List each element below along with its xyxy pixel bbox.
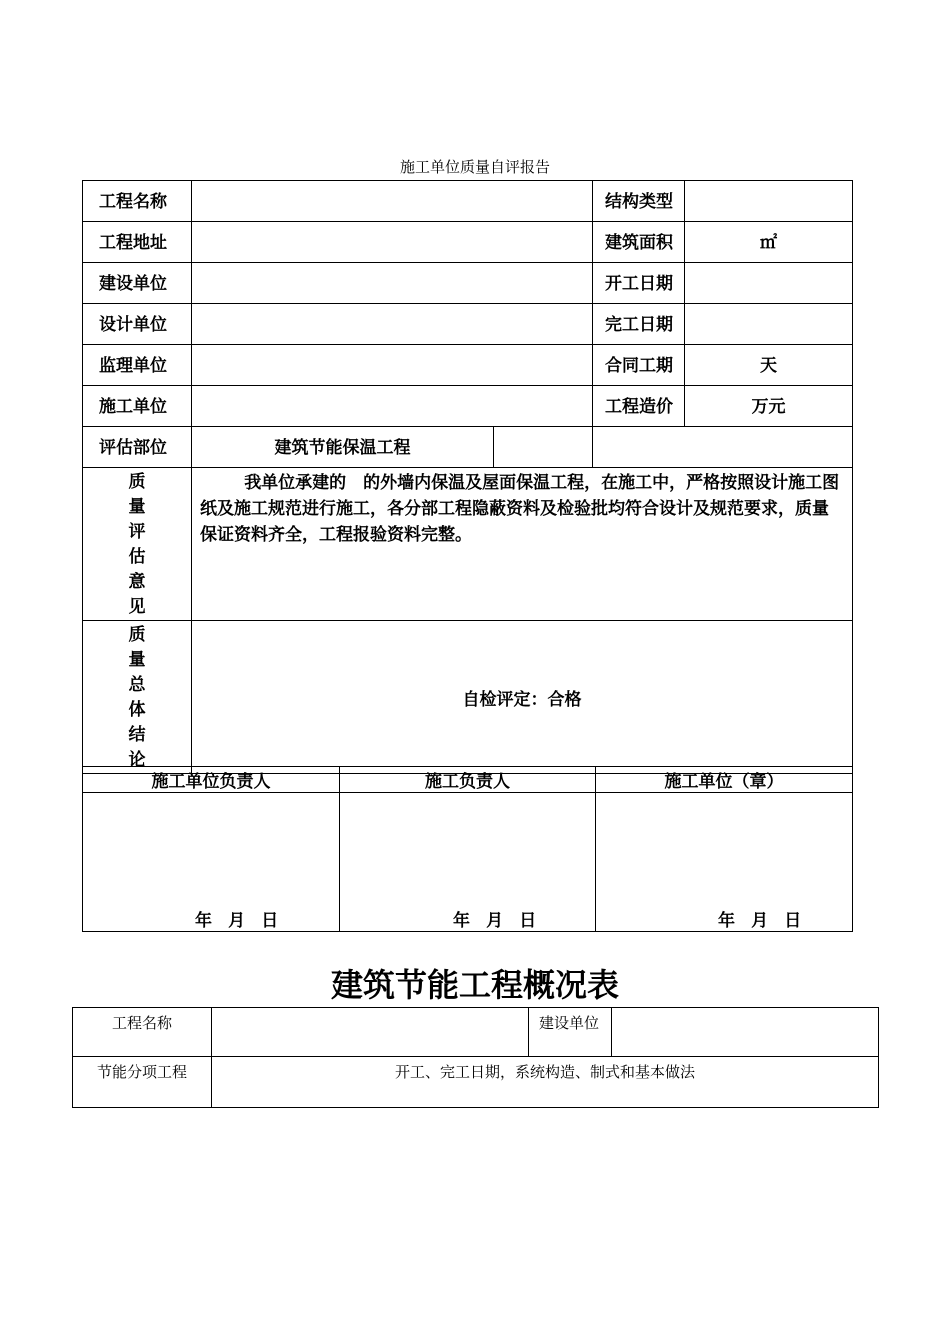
signature-box-unit-seal[interactable] (596, 793, 853, 932)
quality-self-assessment-table (82, 180, 853, 774)
table-row (83, 386, 853, 427)
table-row (83, 621, 853, 774)
field-value-start-date[interactable] (685, 263, 853, 304)
report-caption: 施工单位质量自评报告 (399, 158, 550, 176)
field-label-floor-area: 建筑面积 (593, 222, 685, 263)
table-row (73, 1057, 879, 1108)
field-label-completion-date: 完工日期 (593, 304, 685, 345)
field-label-structure-type: 结构类型 (593, 181, 685, 222)
field-label-design-unit: 设计单位 (83, 304, 192, 345)
table-row (83, 767, 853, 793)
field-label-project-address: 工程地址 (83, 222, 192, 263)
field-value-construction-owner[interactable] (192, 263, 593, 304)
table-row (83, 345, 853, 386)
signature-header-unit-seal: 施工单位（章） (596, 767, 853, 793)
field-value-construction-unit[interactable] (192, 386, 593, 427)
overview-label-project-name: 工程名称 (73, 1008, 212, 1057)
signature-box-site-manager[interactable] (340, 793, 596, 932)
signature-table (82, 766, 853, 932)
field-value-design-unit[interactable] (192, 304, 593, 345)
signature-date: 年 月 日 (195, 911, 284, 931)
table-row (83, 181, 853, 222)
overview-label-subitem: 节能分项工程 (73, 1057, 212, 1108)
overview-subitem-header: 开工、完工日期，系统构造、制式和基本做法 (212, 1057, 879, 1108)
field-value-completion-date[interactable] (685, 304, 853, 345)
table-row (73, 1008, 879, 1057)
energy-efficiency-overview-table (72, 1007, 879, 1108)
field-value-assessment-part[interactable]: 建筑节能保温工程 (192, 427, 494, 468)
table-row (83, 793, 853, 932)
overview-value-project-name[interactable] (212, 1008, 529, 1057)
signature-date: 年 月 日 (453, 911, 542, 931)
field-label-project-name: 工程名称 (83, 181, 192, 222)
signature-header-site-manager: 施工负责人 (340, 767, 596, 793)
field-blank-cell (494, 427, 593, 468)
overview-value-builder[interactable] (612, 1008, 879, 1057)
field-label-project-cost: 工程造价 (593, 386, 685, 427)
field-value-project-address[interactable] (192, 222, 593, 263)
field-value-supervision-unit[interactable] (192, 345, 593, 386)
table-row (83, 304, 853, 345)
table-row (83, 427, 853, 468)
field-blank-cell[interactable] (593, 427, 853, 468)
field-label-supervision-unit: 监理单位 (83, 345, 192, 386)
field-label-contract-period: 合同工期 (593, 345, 685, 386)
signature-box-unit-manager[interactable] (83, 793, 340, 932)
overall-conclusion-text[interactable]: 自检评定：合格 (192, 621, 853, 774)
overview-label-builder: 建设单位 (529, 1008, 612, 1057)
quality-opinion-text[interactable]: 我单位承建的 的外墙内保温及屋面保温工程，在施工中，严格按照设计施工图纸及施工规范进行施工，各分部工程隐蔽资料及检验批均符合设计及规范要求，质量保证资料齐全，工程报验资料完整。 (192, 468, 853, 621)
field-label-start-date: 开工日期 (593, 263, 685, 304)
field-label-assessment-part: 评估部位 (83, 427, 192, 468)
overview-title: 建筑节能工程概况表 (330, 966, 619, 1004)
signature-header-unit-manager: 施工单位负责人 (83, 767, 340, 793)
overall-conclusion-label: 质 量 总 体 结 论 (83, 621, 192, 774)
field-value-floor-area[interactable]: ㎡ (685, 222, 853, 263)
quality-opinion-label: 质 量 评 估 意 见 (83, 468, 192, 621)
table-row (83, 468, 853, 621)
field-value-structure-type[interactable] (685, 181, 853, 222)
field-value-project-name[interactable] (192, 181, 593, 222)
field-label-construction-unit: 施工单位 (83, 386, 192, 427)
field-value-contract-period[interactable]: 天 (685, 345, 853, 386)
table-row (83, 263, 853, 304)
field-value-project-cost[interactable]: 万元 (685, 386, 853, 427)
table-row (83, 222, 853, 263)
signature-date: 年 月 日 (718, 911, 807, 931)
field-label-construction-owner: 建设单位 (83, 263, 192, 304)
